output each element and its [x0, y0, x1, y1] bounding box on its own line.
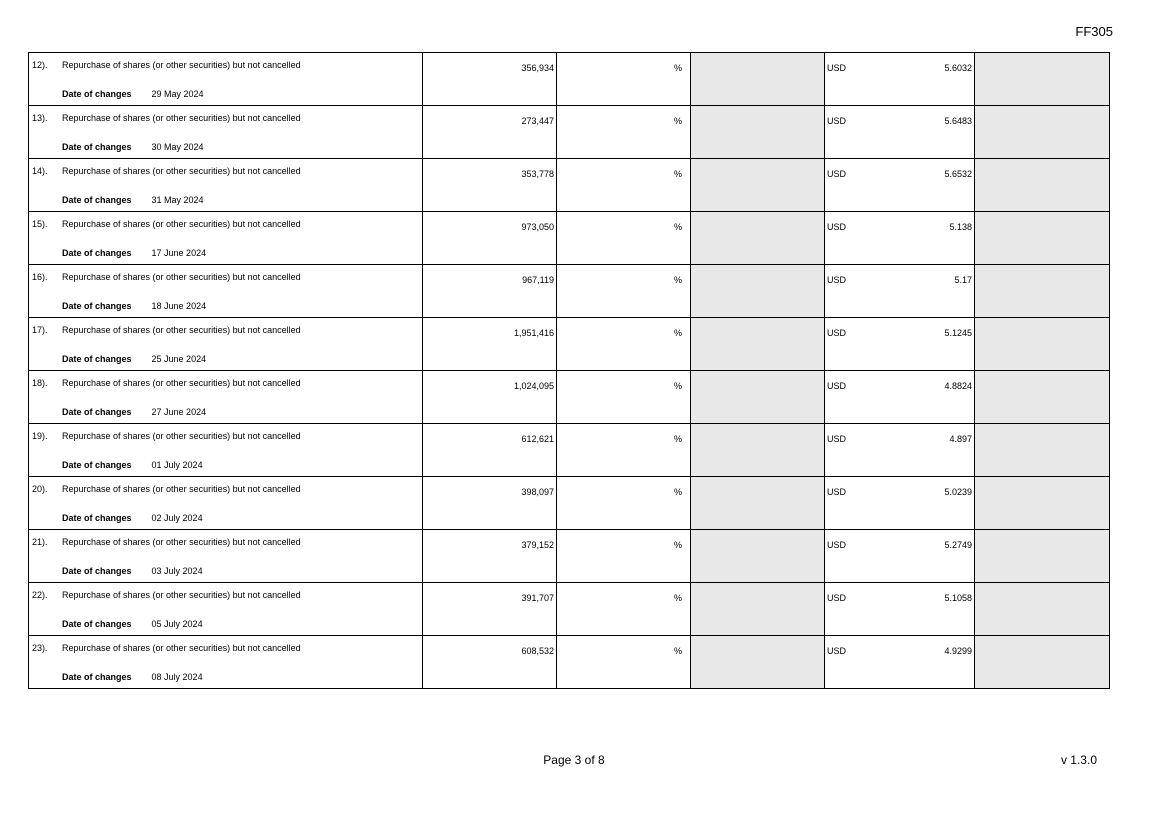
number-value: 353,778 — [521, 169, 554, 179]
number-cell — [423, 212, 557, 265]
grey-cell — [975, 159, 1110, 212]
share-changes-table — [28, 52, 1110, 689]
percent-value: % — [673, 381, 682, 391]
description-cell — [29, 53, 423, 106]
percent-value: % — [673, 593, 682, 603]
date-label: Date of changes — [62, 195, 132, 205]
percent-value: % — [673, 275, 682, 285]
percent-value: % — [673, 169, 682, 179]
currency-value: USD — [827, 593, 847, 603]
price-value: 4.9299 — [944, 646, 972, 656]
price-cell — [825, 636, 975, 689]
row-description: Repurchase of shares (or other securities) but not cancelled — [62, 166, 301, 176]
table-row — [29, 424, 1110, 477]
price-value: 4.897 — [949, 434, 972, 444]
grey-cell — [975, 53, 1110, 106]
percent-cell — [557, 212, 691, 265]
percent-value: % — [673, 646, 682, 656]
date-line — [62, 354, 206, 364]
date-value: 17 June 2024 — [151, 248, 207, 258]
price-value: 5.1245 — [944, 328, 972, 338]
table-row — [29, 371, 1110, 424]
row-description: Repurchase of shares (or other securities) but not cancelled — [62, 590, 301, 600]
number-cell — [423, 636, 557, 689]
percent-cell — [557, 424, 691, 477]
price-cell — [825, 477, 975, 530]
price-value: 5.138 — [949, 222, 972, 232]
number-cell — [423, 265, 557, 318]
table-body — [29, 53, 1110, 689]
row-description: Repurchase of shares (or other securities) but not cancelled — [62, 378, 301, 388]
price-value: 5.6532 — [944, 169, 972, 179]
number-cell — [423, 530, 557, 583]
price-value: 5.1058 — [944, 593, 972, 603]
grey-cell — [691, 530, 825, 583]
row-index: 22). — [32, 590, 48, 600]
date-label: Date of changes — [62, 513, 132, 523]
date-label: Date of changes — [62, 672, 132, 682]
description-cell — [29, 265, 423, 318]
table-row — [29, 636, 1110, 689]
date-label: Date of changes — [62, 142, 132, 152]
date-value: 03 July 2024 — [151, 566, 203, 576]
row-index: 21). — [32, 537, 48, 547]
price-cell — [825, 583, 975, 636]
currency-value: USD — [827, 169, 847, 179]
date-line — [62, 248, 206, 258]
currency-value: USD — [827, 328, 847, 338]
price-cell — [825, 530, 975, 583]
price-value: 5.0239 — [944, 487, 972, 497]
date-label: Date of changes — [62, 301, 132, 311]
table-row — [29, 53, 1110, 106]
date-value: 05 July 2024 — [151, 619, 203, 629]
price-value: 5.6032 — [944, 63, 972, 73]
grey-cell — [975, 530, 1110, 583]
date-line — [62, 407, 206, 417]
price-value: 4.8824 — [944, 381, 972, 391]
percent-value: % — [673, 434, 682, 444]
grey-cell — [691, 212, 825, 265]
date-value: 08 July 2024 — [151, 672, 203, 682]
percent-cell — [557, 636, 691, 689]
price-value: 5.2749 — [944, 540, 972, 550]
price-value: 5.6483 — [944, 116, 972, 126]
table-row — [29, 318, 1110, 371]
number-value: 273,447 — [521, 116, 554, 126]
date-line — [62, 142, 204, 152]
date-line — [62, 195, 204, 205]
date-label: Date of changes — [62, 460, 132, 470]
number-value: 612,621 — [521, 434, 554, 444]
grey-cell — [975, 265, 1110, 318]
grey-cell — [691, 159, 825, 212]
row-index: 16). — [32, 272, 48, 282]
date-line — [62, 89, 204, 99]
row-index: 17). — [32, 325, 48, 335]
date-line — [62, 672, 203, 682]
row-index: 20). — [32, 484, 48, 494]
currency-value: USD — [827, 646, 847, 656]
row-index: 13). — [32, 113, 48, 123]
number-value: 398,097 — [521, 487, 554, 497]
percent-value: % — [673, 116, 682, 126]
row-description: Repurchase of shares (or other securities) but not cancelled — [62, 325, 301, 335]
table-row — [29, 583, 1110, 636]
currency-value: USD — [827, 63, 847, 73]
row-index: 23). — [32, 643, 48, 653]
description-cell — [29, 636, 423, 689]
table-row — [29, 106, 1110, 159]
percent-cell — [557, 159, 691, 212]
number-cell — [423, 159, 557, 212]
date-label: Date of changes — [62, 619, 132, 629]
percent-value: % — [673, 487, 682, 497]
percent-value: % — [673, 328, 682, 338]
percent-value: % — [673, 540, 682, 550]
table-row — [29, 159, 1110, 212]
grey-cell — [691, 106, 825, 159]
percent-cell — [557, 583, 691, 636]
description-cell — [29, 477, 423, 530]
grey-cell — [691, 53, 825, 106]
page-number: Page 3 of 8 — [543, 753, 605, 767]
date-value: 18 June 2024 — [151, 301, 207, 311]
row-description: Repurchase of shares (or other securities) but not cancelled — [62, 272, 301, 282]
date-value: 27 June 2024 — [151, 407, 207, 417]
percent-value: % — [673, 63, 682, 73]
number-value: 391,707 — [521, 593, 554, 603]
percent-cell — [557, 318, 691, 371]
date-label: Date of changes — [62, 354, 132, 364]
row-description: Repurchase of shares (or other securities) but not cancelled — [62, 60, 301, 70]
description-cell — [29, 530, 423, 583]
description-cell — [29, 318, 423, 371]
number-value: 1,951,416 — [513, 328, 554, 338]
date-line — [62, 566, 203, 576]
row-index: 19). — [32, 431, 48, 441]
grey-cell — [975, 424, 1110, 477]
number-cell — [423, 424, 557, 477]
version-label: v 1.3.0 — [1060, 753, 1097, 767]
row-description: Repurchase of shares (or other securities) but not cancelled — [62, 219, 301, 229]
date-value: 25 June 2024 — [151, 354, 207, 364]
date-value: 29 May 2024 — [151, 89, 204, 99]
row-description: Repurchase of shares (or other securities) but not cancelled — [62, 431, 301, 441]
percent-cell — [557, 530, 691, 583]
description-cell — [29, 212, 423, 265]
price-cell — [825, 424, 975, 477]
currency-value: USD — [827, 434, 847, 444]
description-cell — [29, 106, 423, 159]
number-value: 356,934 — [521, 63, 554, 73]
price-cell — [825, 53, 975, 106]
grey-cell — [691, 477, 825, 530]
price-cell — [825, 212, 975, 265]
percent-value: % — [673, 222, 682, 232]
date-value: 30 May 2024 — [151, 142, 204, 152]
form-code: FF305 — [1075, 24, 1113, 39]
table-row — [29, 265, 1110, 318]
grey-cell — [691, 424, 825, 477]
percent-cell — [557, 265, 691, 318]
date-label: Date of changes — [62, 407, 132, 417]
date-line — [62, 460, 203, 470]
description-cell — [29, 583, 423, 636]
currency-value: USD — [827, 540, 847, 550]
percent-cell — [557, 53, 691, 106]
currency-value: USD — [827, 381, 847, 391]
number-value: 379,152 — [521, 540, 554, 550]
price-cell — [825, 318, 975, 371]
percent-cell — [557, 371, 691, 424]
number-value: 973,050 — [521, 222, 554, 232]
number-value: 967,119 — [522, 275, 554, 285]
grey-cell — [975, 212, 1110, 265]
price-cell — [825, 159, 975, 212]
grey-cell — [691, 583, 825, 636]
date-label: Date of changes — [62, 566, 132, 576]
number-value: 1,024,095 — [513, 381, 554, 391]
date-label: Date of changes — [62, 248, 132, 258]
number-cell — [423, 583, 557, 636]
currency-value: USD — [827, 222, 847, 232]
number-cell — [423, 106, 557, 159]
grey-cell — [975, 583, 1110, 636]
description-cell — [29, 424, 423, 477]
date-line — [62, 619, 203, 629]
grey-cell — [691, 371, 825, 424]
table-row — [29, 477, 1110, 530]
row-index: 12). — [32, 60, 48, 70]
description-cell — [29, 371, 423, 424]
number-cell — [423, 371, 557, 424]
row-index: 14). — [32, 166, 48, 176]
grey-cell — [691, 636, 825, 689]
currency-value: USD — [827, 487, 847, 497]
row-description: Repurchase of shares (or other securities) but not cancelled — [62, 643, 301, 653]
price-cell — [825, 106, 975, 159]
row-description: Repurchase of shares (or other securities) but not cancelled — [62, 484, 301, 494]
date-value: 01 July 2024 — [151, 460, 203, 470]
percent-cell — [557, 477, 691, 530]
table-row — [29, 212, 1110, 265]
grey-cell — [975, 371, 1110, 424]
currency-value: USD — [827, 116, 847, 126]
number-value: 608,532 — [521, 646, 554, 656]
grey-cell — [975, 477, 1110, 530]
date-line — [62, 301, 206, 311]
price-cell — [825, 265, 975, 318]
row-description: Repurchase of shares (or other securities) but not cancelled — [62, 537, 301, 547]
grey-cell — [975, 318, 1110, 371]
grey-cell — [975, 106, 1110, 159]
row-index: 18). — [32, 378, 48, 388]
price-cell — [825, 371, 975, 424]
table-row — [29, 530, 1110, 583]
row-description: Repurchase of shares (or other securities) but not cancelled — [62, 113, 301, 123]
date-value: 02 July 2024 — [151, 513, 203, 523]
number-cell — [423, 53, 557, 106]
grey-cell — [691, 265, 825, 318]
number-cell — [423, 477, 557, 530]
currency-value: USD — [827, 275, 847, 285]
percent-cell — [557, 106, 691, 159]
price-value: 5.17 — [954, 275, 972, 285]
date-line — [62, 513, 203, 523]
grey-cell — [975, 636, 1110, 689]
date-label: Date of changes — [62, 89, 132, 99]
row-index: 15). — [32, 219, 48, 229]
grey-cell — [691, 318, 825, 371]
description-cell — [29, 159, 423, 212]
date-value: 31 May 2024 — [151, 195, 204, 205]
number-cell — [423, 318, 557, 371]
